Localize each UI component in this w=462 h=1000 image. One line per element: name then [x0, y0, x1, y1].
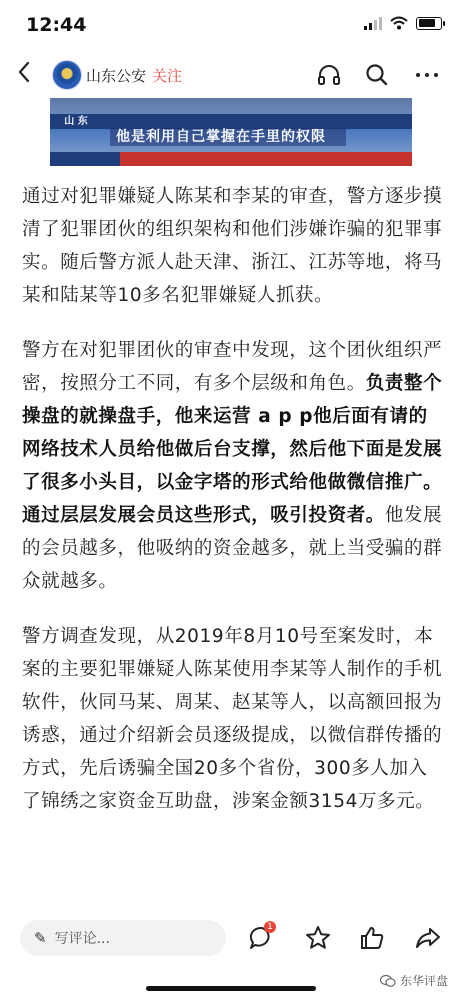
status-bar — [0, 0, 462, 52]
watermark — [380, 972, 448, 989]
comment-count-badge: 1 — [264, 921, 276, 933]
article-paragraph — [22, 620, 444, 818]
share-icon[interactable] — [414, 924, 442, 952]
bottom-bar — [0, 912, 462, 964]
headphones-icon[interactable] — [316, 62, 342, 88]
article-paragraph — [22, 180, 444, 312]
banner-caption: 他是利用自己掌握在手里的权限 — [110, 128, 346, 146]
status-icons — [364, 16, 442, 30]
comment-input[interactable] — [20, 920, 226, 956]
signal-icon — [364, 16, 382, 30]
follow-button[interactable]: 关注 — [152, 67, 183, 85]
battery-icon — [416, 17, 442, 30]
watermark-label: 东华评盘 — [399, 974, 448, 988]
channel-logo: 山 东 — [64, 116, 88, 127]
status-time: 12:44 — [26, 14, 87, 36]
account-name[interactable]: 山东公安 — [86, 67, 147, 85]
pen-icon: ✎ — [34, 929, 47, 947]
article-video-banner[interactable] — [50, 98, 412, 166]
search-icon[interactable] — [364, 62, 390, 88]
article-text: 他发展的会员越多，他吸纳的资金越多，就上当受骗的群众就越多。 — [22, 505, 443, 592]
article-bold-text: 负责整个操盘的就操盘手，他来运营 a p p他后面有请的网络技术人员给他做后台支撑，然后他下面是发展了很多小头目，以金字塔的形式给他做微信推广。通过层层发展会员这些形式，吸引投资者。 — [22, 373, 443, 526]
wifi-icon — [390, 16, 408, 30]
article-body — [22, 180, 444, 840]
like-icon[interactable] — [358, 924, 386, 952]
back-icon[interactable] — [16, 60, 32, 91]
star-icon[interactable] — [304, 924, 332, 952]
article-text: 警方调查发现，从2019年8月10号至案发时，本案的主要犯罪嫌疑人陈某使用李某等人制作的手机软件，伙同马某、周某、赵某等人，以高额回报为诱惑，通过介绍新会员逐级提成，以微信群传播的方式，先后诱骗全国20多个省份，300多人加入了锦绣之家资金互助盘，涉案金额3154万多元。 — [22, 626, 443, 812]
home-indicator — [146, 986, 316, 991]
comment-placeholder: 写评论... — [54, 931, 110, 947]
avatar[interactable] — [52, 60, 82, 90]
article-text: 警方在对犯罪团伙的审查中发现，这个团伙组织严密，按照分工不同，有多个层级和角色。 — [22, 340, 443, 394]
article-paragraph — [22, 334, 444, 598]
banner-top-strip — [50, 114, 412, 129]
article-text: 通过对犯罪嫌疑人陈某和李某的审查，警方逐步摸清了犯罪团伙的组织架构和他们涉嫌诈骗的犯罪事实。随后警方派人赴天津、浙江、江苏等地，将马某和陆某等10多名犯罪嫌疑人抓获。 — [22, 186, 443, 306]
more-icon[interactable] — [414, 62, 440, 88]
banner-ticker-left — [50, 152, 120, 166]
nav-bar — [0, 52, 462, 98]
wechat-icon — [380, 974, 396, 988]
